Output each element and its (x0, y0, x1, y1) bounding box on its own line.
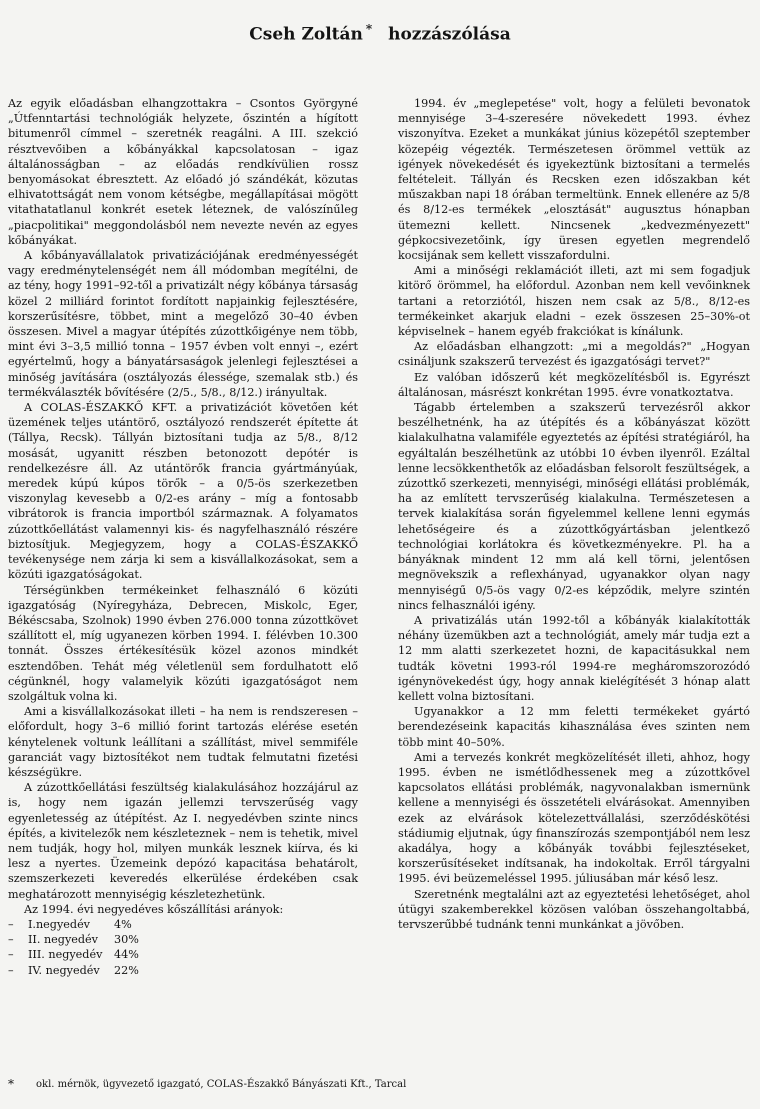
quarter-value: 44% (114, 948, 139, 962)
quarter-label: II. negyedév (28, 933, 98, 947)
paragraph: Az előadásban elhangzott: „mi a megoldás?" „Hogyan csináljunk szakszerű tervezést és igazgatósági tervet?" (398, 340, 750, 369)
paragraph: Tágabb értelemben a szakszerű tervezésről akkor beszélhetnénk, ha az útépítés és a kőbányászat között kialakulhatna valamiféle egyeztetés az építési stratégiáról, ha egyáltalán beszélhetünk az utóbbi 10 évben ilyenről. Ezáltal lenne lecsökkenthetők az előadásban felsorolt feszültségek, a zúzottkő szerkezeti, mennyiségi, minőségi ellátási problémák, ha az említett tervszerűség kialakulna. Természetesen a tervek kialakítása során figyelemmel kellene lenni egymás lehetőségeire és a zúzottkőgyártásban jelentkező technológiai korlátokra és következményekre. Pl. ha a bányáknak mindent 12 mm alá kell törni, jelentősen megnövekszik a reflexhányad, ugyanakkor olyan nagy mennyiségű 0/5-ös vagy 0/2-es képződik, melyre szintén nincs felhasználói igény. (398, 401, 750, 612)
quarter-value: 22% (114, 963, 139, 977)
list-item (8, 917, 358, 932)
paragraph: A zúzottkőellátási feszültség kialakulásához hozzájárul az is, hogy nem igazán jellemzi tervszerűség vagy egyenletesség az útépítést. Az I. negyedévben szinte nincs építés, a kivitelezők nem készleteznek – nem is tehetik, mivel nem tudják, hogy hol, milyen munkák lesznek kiírva, és ki lesz a nyertes. Üzemeink depózó kapacitása behatárolt, szemszerkezeti keveredés elkerülése érdekében csak meghatározott mennyiségig készletezhetünk. (8, 781, 358, 901)
title-suffix: hozzászólása (388, 24, 511, 45)
quarter-label: IV. negyedév (28, 963, 100, 977)
paragraph: Térségünkben termékeinket felhasználó 6 közúti igazgatóság (Nyíregyháza, Debrecen, Miskolc, Eger, Békéscsaba, Szolnok) 1990 évben 276.000 tonna zúzottkövet szállított el, míg ugyanezen körben 1994. I. félévben 10.300 tonnát. Összes értékesítésük közel azonos mindkét esztendőben. Tehát még véletlenül sem fordulhatott elő cégünknél, hogy valamelyik közúti igazgatóságot nem szolgáltuk volna ki. (8, 583, 358, 703)
quarter-value: 30% (114, 933, 139, 947)
quarter-value: 4% (114, 917, 132, 931)
paragraph: Az egyik előadásban elhangzottakra – Csontos Györgyné „Útfenntartási technológiák helyzete, őszintén a hígított bitumenről címmel – szeretnék reagálni. A III. szekció résztvevőiben a kőbányákkal kapcsolatosan – igaz általánosságban – az előadás rendkívülien rossz benyomásokat ébresztett. Az előadó jó szándékát, közutas elhivatottságát nem vonom kétségbe, megállapításai mögött vitathatatlanul konkrét esetek léteznek, de valószínűleg „piacpolitikai" meggondolásból nem nevezte nevén az egyes kőbányákat. (8, 97, 358, 247)
list-dash: – (8, 948, 14, 962)
list-item (8, 963, 358, 978)
quarter-label: III. negyedév (28, 948, 103, 962)
right-column (398, 96, 750, 932)
list-dash: – (8, 933, 14, 947)
paragraph: A privatizálás után 1992-től a kőbányák kialakították néhány üzemükben azt a technológiát, amely már tudja ezt a 12 mm alatti szerkezetet hozni, de kapacitásukkal nem tudták követni 1993-ról 1994-re megháromszorozódó igénynövekedést úgy, hogy annak kielégítését 3 hónap alatt kellett volna biztosítani. (398, 613, 750, 703)
shipments-intro: Az 1994. évi negyedéves kőszállítási arányok: (24, 902, 284, 916)
paragraph: A COLAS-ÉSZAKKŐ KFT. a privatizációt követően két üzemének teljes utántörő, osztályozó rendszerét építette át (Tállya, Recsk). Tállyán biztosítani tudja az 5/8., 8/12 mosását, ugyanitt részben betonozott depótér is rendelkezésre áll. Az utántörők francia gyártmányúak, meredek kúpú kúpos törők – a 0/5-ös szerkezetben viszonylag kevesebb a 0/2-es arány – míg a fontosabb vibrátorok is francia importból származnak. A folyamatos zúzottkőellátást valamennyi kis- és nagyfelhasználó részére biztosítjuk. Megjegyzem, hogy a COLAS-ÉSZAKKŐ tevékenysége nem zárja ki sem a kisvállalkozásokat, sem a közúti igazgatóságokat. (8, 401, 358, 582)
paragraph: Ami a kisvállalkozásokat illeti – ha nem is rendszeresen – előfordult, hogy 3–6 millió forint tartozás elérése esetén kénytelenek voltunk leállítani a szállítást, mivel semmiféle garanciát vagy biztosítékot nem tudtak felmutatni fizetési készségükre. (8, 705, 358, 779)
paragraph: 1994. év „meglepetése" volt, hogy a felületi bevonatok mennyisége 3–4-szeresére növekedett 1993. évhez viszonyítva. Ezeket a munkákat június közepétől szeptember közepéig végezték. Természetesen örömmel vettük az igények növekedését és igyekeztünk biztosítani a termelés feltételeit. Tállyán és Recsken ezen időszakban két műszakban napi 18 órában termeltünk. Ennek ellenére az 5/8 és 8/12-es termékek „elosztását" augusztus hónapban ütemezni kellett. Nincsenek „kedvezményezett" gépkocsivezetőink, így üresen egyetlen megrendelő kocsijának sem kellett visszafordulni. (398, 97, 750, 263)
list-dash: – (8, 963, 14, 977)
paragraph: Ez valóban időszerű két megközelítésből is. Egyrészt általánosan, másrészt konkrétan 1995. évre vonatkoztatva. (398, 370, 750, 399)
article-title (0, 22, 760, 45)
title-footnote-mark: * (365, 22, 373, 36)
footnote-mark: * (8, 1077, 14, 1091)
paragraph: Ami a minőségi reklamációt illeti, azt mi sem fogadjuk kitörő örömmel, ha előfordul. Azonban nem kell vevőinknek tartani a retorziótól, hiszen nem csak az 5/8., 8/12-es termékeinket akarjuk eladni – ezek összesen 25–30%-ot képviselnek – hanem egyéb frakciókat is kínálunk. (398, 264, 750, 339)
list-item (8, 947, 358, 962)
shipments-list (8, 917, 358, 978)
paragraph: Ami a tervezés konkrét megközelítését illeti, ahhoz, hogy 1995. évben ne ismétlődhessenek meg a zúzottkővel kapcsolatos ellátási problémák, nagyvonalakban ismernünk kellene a mennyiségi és összetételi elvárásokat. Amennyiben ezek az elvárások kötelezettvállalási, szerződéskötési stádiumig eljutnak, úgy finanszírozás szempontjából nem lesz akadálya, hogy a kőbányák további fejlesztéseket, korszerűsítéseket indítsanak, ha indokoltak. Erről tárgyalni 1995. évi beüzemeléssel 1995. júliusában már késő lesz. (398, 750, 750, 886)
paragraph: Ugyanakkor a 12 mm feletti termékeket gyártó berendezéseink kapacitás kihasználása éves szinten nem több mint 40–50%. (398, 705, 750, 749)
author-name: Cseh Zoltán (249, 24, 363, 45)
footnote-text: okl. mérnök, ügyvezető igazgató, COLAS-Északkő Bányászati Kft., Tarcal (36, 1079, 407, 1090)
paragraph: Szeretnénk megtalálni azt az egyeztetési lehetőséget, ahol útügyi szakemberekkel közösen valóban összehangoltabbá, tervszerűbbé tudnánk tenni munkánkat a jövőben. (398, 887, 750, 931)
footnote (8, 1078, 748, 1091)
paragraph: A kőbányavállalatok privatizációjának eredményességét vagy eredménytelenségét nem áll módomban megítélni, de az tény, hogy 1991–92-től a privatizált négy kőbánya társaság közel 2 milliárd forintot fordított napjainkig fejlesztésére, korszerűsítésre, többet, mint a megelőző 30–40 évben összesen. Mivel a magyar útépítés zúzottkőigénye nem több, mint évi 3–3,5 millió tonna – 1957 évben volt ennyi –, ezért egyértelmű, hogy a bányatársaságok jelenlegi fejlesztései a minőség javítására (osztályozás élessége, szemalak stb.) és termékválaszték bővítésére (2/5., 5/8., 8/12.) irányultak. (8, 249, 358, 399)
left-column (8, 96, 358, 978)
list-dash: – (8, 917, 14, 931)
list-item (8, 932, 358, 947)
quarter-label: I.negyedév (28, 917, 91, 931)
